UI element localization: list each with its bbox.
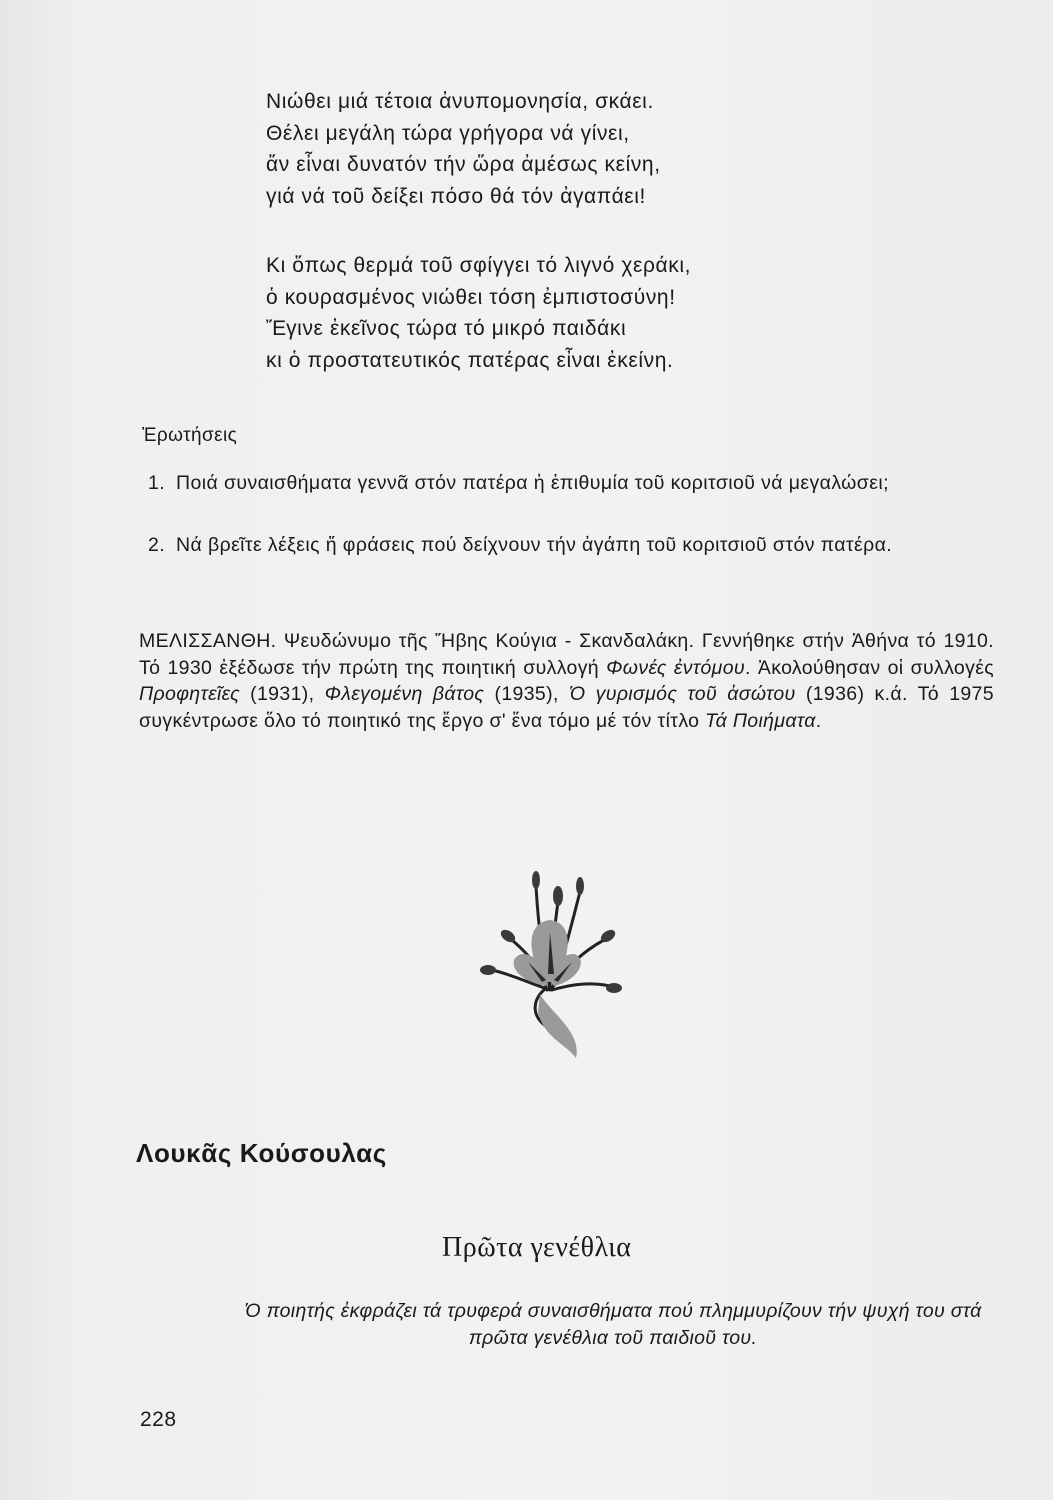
bio-book-title: Φλεγομένη βάτος xyxy=(324,683,485,705)
flower-ornament-icon xyxy=(472,862,622,1062)
verse-line: Θέλει μεγάλη τώρα γρήγορα νά γίνει, xyxy=(266,121,630,145)
question-text: Νά βρεῖτε λέξεις ἤ φράσεις πού δείχνουν τήν ἀγάπη τοῦ κοριτσιοῦ στόν πατέρα. xyxy=(176,534,893,556)
author-name: Λουκᾶς Κούσουλας xyxy=(136,1138,387,1168)
question-text: Ποιά συναισθήματα γεννᾶ στόν πατέρα ἡ ἐπιθυμία τοῦ κοριτσιοῦ νά μεγαλώσει; xyxy=(176,472,889,494)
question-number: 2. xyxy=(148,534,166,556)
verse-line: Ἔγινε ἐκεῖνος τώρα τό μικρό παιδάκι xyxy=(266,317,627,340)
verse-line: Κι ὅπως θερμά τοῦ σφίγγει τό λιγνό χεράκι, xyxy=(266,254,692,277)
verse-line: κι ὁ προστατευτικός πατέρας εἶναι ἐκείνη. xyxy=(266,348,674,372)
bio-text: . xyxy=(815,709,822,732)
question-item xyxy=(148,532,996,558)
stanza-1 xyxy=(266,86,826,212)
bio-text: ΜΕΛΙΣΣΑΝΘΗ. Ψευδώνυμο τῆς Ἥβης Κούγια - Σκανδαλάκη. Γεννήθηκε στήν Ἀθήνα τό 1910. Τό 1930 ἐξέδωσε τήν πρώτη της ποιητική συλλογή xyxy=(139,630,994,679)
stanza-2 xyxy=(266,250,826,376)
bio-book-title: Φωνές ἐντόμου xyxy=(606,656,745,679)
verse-line: Νιώθει μιά τέτοια ἀνυπομονησία, σκάει. xyxy=(266,90,654,113)
bio-book-title: Ὁ γυρισμός τοῦ ἀσώτου xyxy=(568,683,796,705)
bio-text: (1931), xyxy=(239,683,325,705)
poem-introduction: Ὁ ποιητής ἐκφράζει τά τρυφερά συναισθήματα πού πλημμυρίζουν τήν ψυχή του στά πρῶτα γενέθλια τοῦ παιδιοῦ του. xyxy=(244,1300,982,1349)
bio-book-title: Τά Ποιήματα xyxy=(705,709,816,732)
verse-line: γιά νά τοῦ δείξει πόσο θά τόν ἀγαπάει! xyxy=(266,184,646,208)
poem-title: Πρῶτα γενέθλια xyxy=(442,1232,632,1263)
verse-line: ἄν εἶναι δυνατόν τήν ὥρα ἀμέσως κείνη, xyxy=(266,153,661,176)
bio-book-title: Προφητεῖες xyxy=(139,683,240,705)
question-item xyxy=(148,470,996,496)
bio-text: (1936) κ.ά. Τό 1975 συγκέντρωσε ὅλο τό ποιητικό της ἔργο σ' ἕνα τόμο μέ τόν τίτλο xyxy=(139,683,994,732)
questions-heading: Ἐρωτήσεις xyxy=(142,425,238,446)
verse-line: ὁ κουρασμένος νιώθει τόση ἐμπιστοσύνη! xyxy=(266,285,676,309)
page-number: 228 xyxy=(140,1408,177,1431)
author-biography xyxy=(139,628,994,734)
question-number: 1. xyxy=(148,472,166,494)
bio-text: . Ἀκολούθησαν οἱ συλλογές xyxy=(744,656,994,679)
bio-text: (1935), xyxy=(484,683,569,705)
